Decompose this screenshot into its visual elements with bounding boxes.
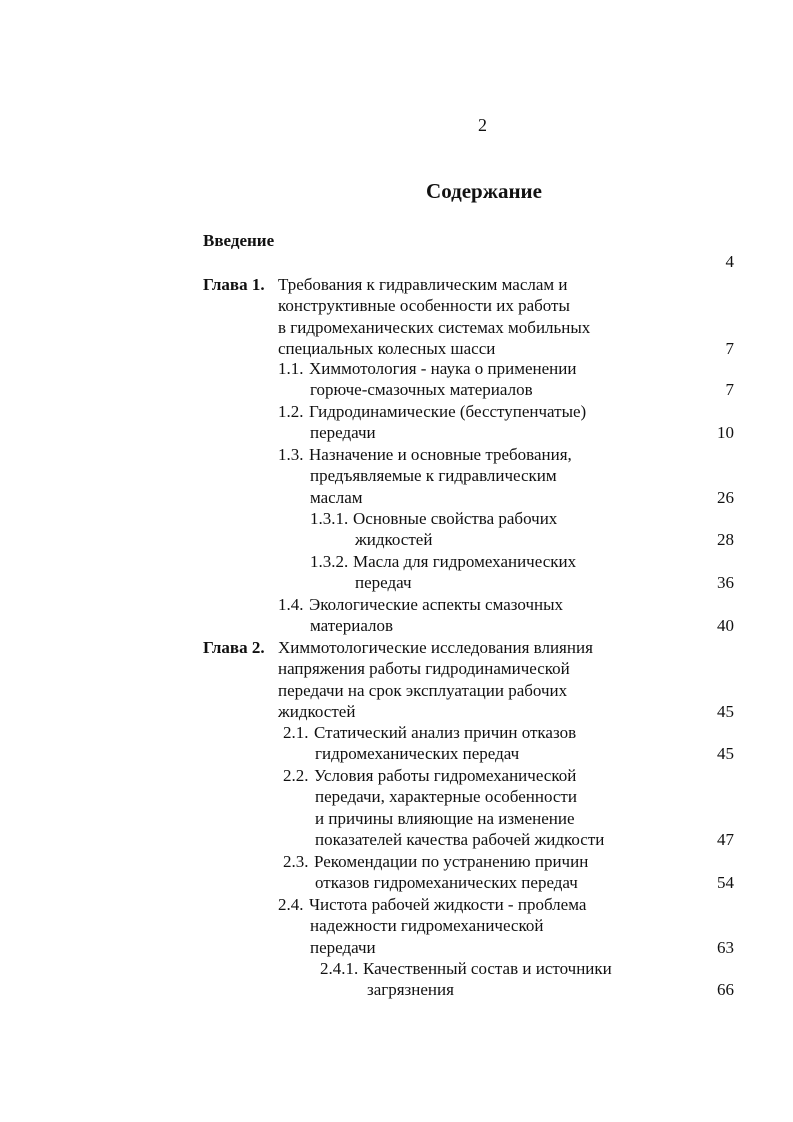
toc-entry-label: 1.3.1. [310,509,349,528]
toc-entry-label: 1.3. [278,445,304,464]
toc-entry-text: передач [355,573,412,593]
toc-entry-label: 1.3.2. [310,552,349,571]
toc-entry-text: горюче-смазочных материалов [310,380,533,400]
toc-entry-text: и причины влияющие на изменение [315,808,575,828]
toc-entry-page: 10 [717,423,734,443]
toc-entry-page: 63 [717,937,734,957]
toc-entry-page: 45 [717,744,734,764]
toc-entry-text: передачи на срок эксплуатации рабочих [278,680,568,700]
toc-entry-text: Гидродинамические (бесступенчатые) [309,402,587,421]
toc-entry-text: надежности гидромеханической [310,916,544,936]
page-title: Содержание [426,179,542,203]
toc-entry-text: Качественный состав и источники [363,959,612,978]
toc-entry-text: передачи [310,937,376,957]
toc-entry-text: материалов [310,616,394,636]
toc-entry-text: загрязнения [367,980,454,1000]
toc-entry-page: 45 [717,702,734,722]
toc-entry-page: 47 [717,830,734,850]
toc-entry-text: гидромеханических передач [315,744,520,764]
toc-entry-text: Основные свойства рабочих [353,509,558,528]
toc-entry-text: Рекомендации по устранению причин [314,852,589,871]
toc-entry-text: конструктивные особенности их работы [278,296,570,316]
toc-entry-text: Экологические аспекты смазочных [309,595,564,614]
toc-entry-text: передачи [310,423,376,443]
toc-entry-page: 54 [717,873,734,893]
toc-entry-text: Статический анализ причин отказов [314,723,577,742]
page-number: 2 [478,115,487,135]
toc-entry-text: маслам [310,487,363,507]
toc-entry-text: Требования к гидравлическим маслам и [278,275,568,294]
toc-entry-text: Условия работы гидромеханической [314,766,577,785]
toc-entry-page: 40 [717,616,734,636]
toc-entry-page: 66 [717,980,734,1000]
toc-entry-label: 1.4. [278,595,304,614]
toc-entry-page: 26 [717,487,734,507]
toc-entry-label: 2.2. [283,766,309,785]
toc-entry-page: 7 [725,339,734,359]
toc-intro-label: Введение [203,231,275,250]
toc-entry-page: 7 [725,380,734,400]
toc-entry-page: 28 [717,530,734,550]
toc-entry-label: Глава 1. [203,275,265,294]
toc-entry-text: показателей качества рабочей жидкости [315,830,605,850]
toc-entry-text: Химмотологические исследования влияния [278,638,593,657]
toc-entry-text: предъявляемые к гидравлическим [310,466,557,486]
toc-entry-text: жидкостей [355,530,433,550]
toc-entry-text: Назначение и основные требования, [309,445,572,464]
toc-entry-label: Глава 2. [203,638,265,657]
toc-intro-page: 4 [725,252,734,271]
toc-entry-text: Химмотология - наука о применении [309,359,577,378]
toc-entry-text: отказов гидромеханических передач [315,873,578,893]
toc-entry-page: 36 [717,573,734,593]
toc-entry-label: 2.4. [278,895,304,914]
toc-entry-label: 1.2. [278,402,304,421]
toc-entry-label: 2.4.1. [320,959,359,978]
toc-entry-label: 2.3. [283,852,309,871]
toc-entry-label: 1.1. [278,359,304,378]
toc-entry-text: Чистота рабочей жидкости - проблема [309,895,587,914]
toc-entry-text: в гидромеханических системах мобильных [278,317,591,337]
toc-entry-label: 2.1. [283,723,309,742]
toc-entry-text: передачи, характерные особенности [315,787,577,807]
toc-entry-text: специальных колесных шасси [278,339,496,359]
toc-entry-text: напряжения работы гидродинамической [278,659,570,679]
toc-entry-text: жидкостей [278,702,356,722]
toc-entry-text: Масла для гидромеханических [353,552,577,571]
